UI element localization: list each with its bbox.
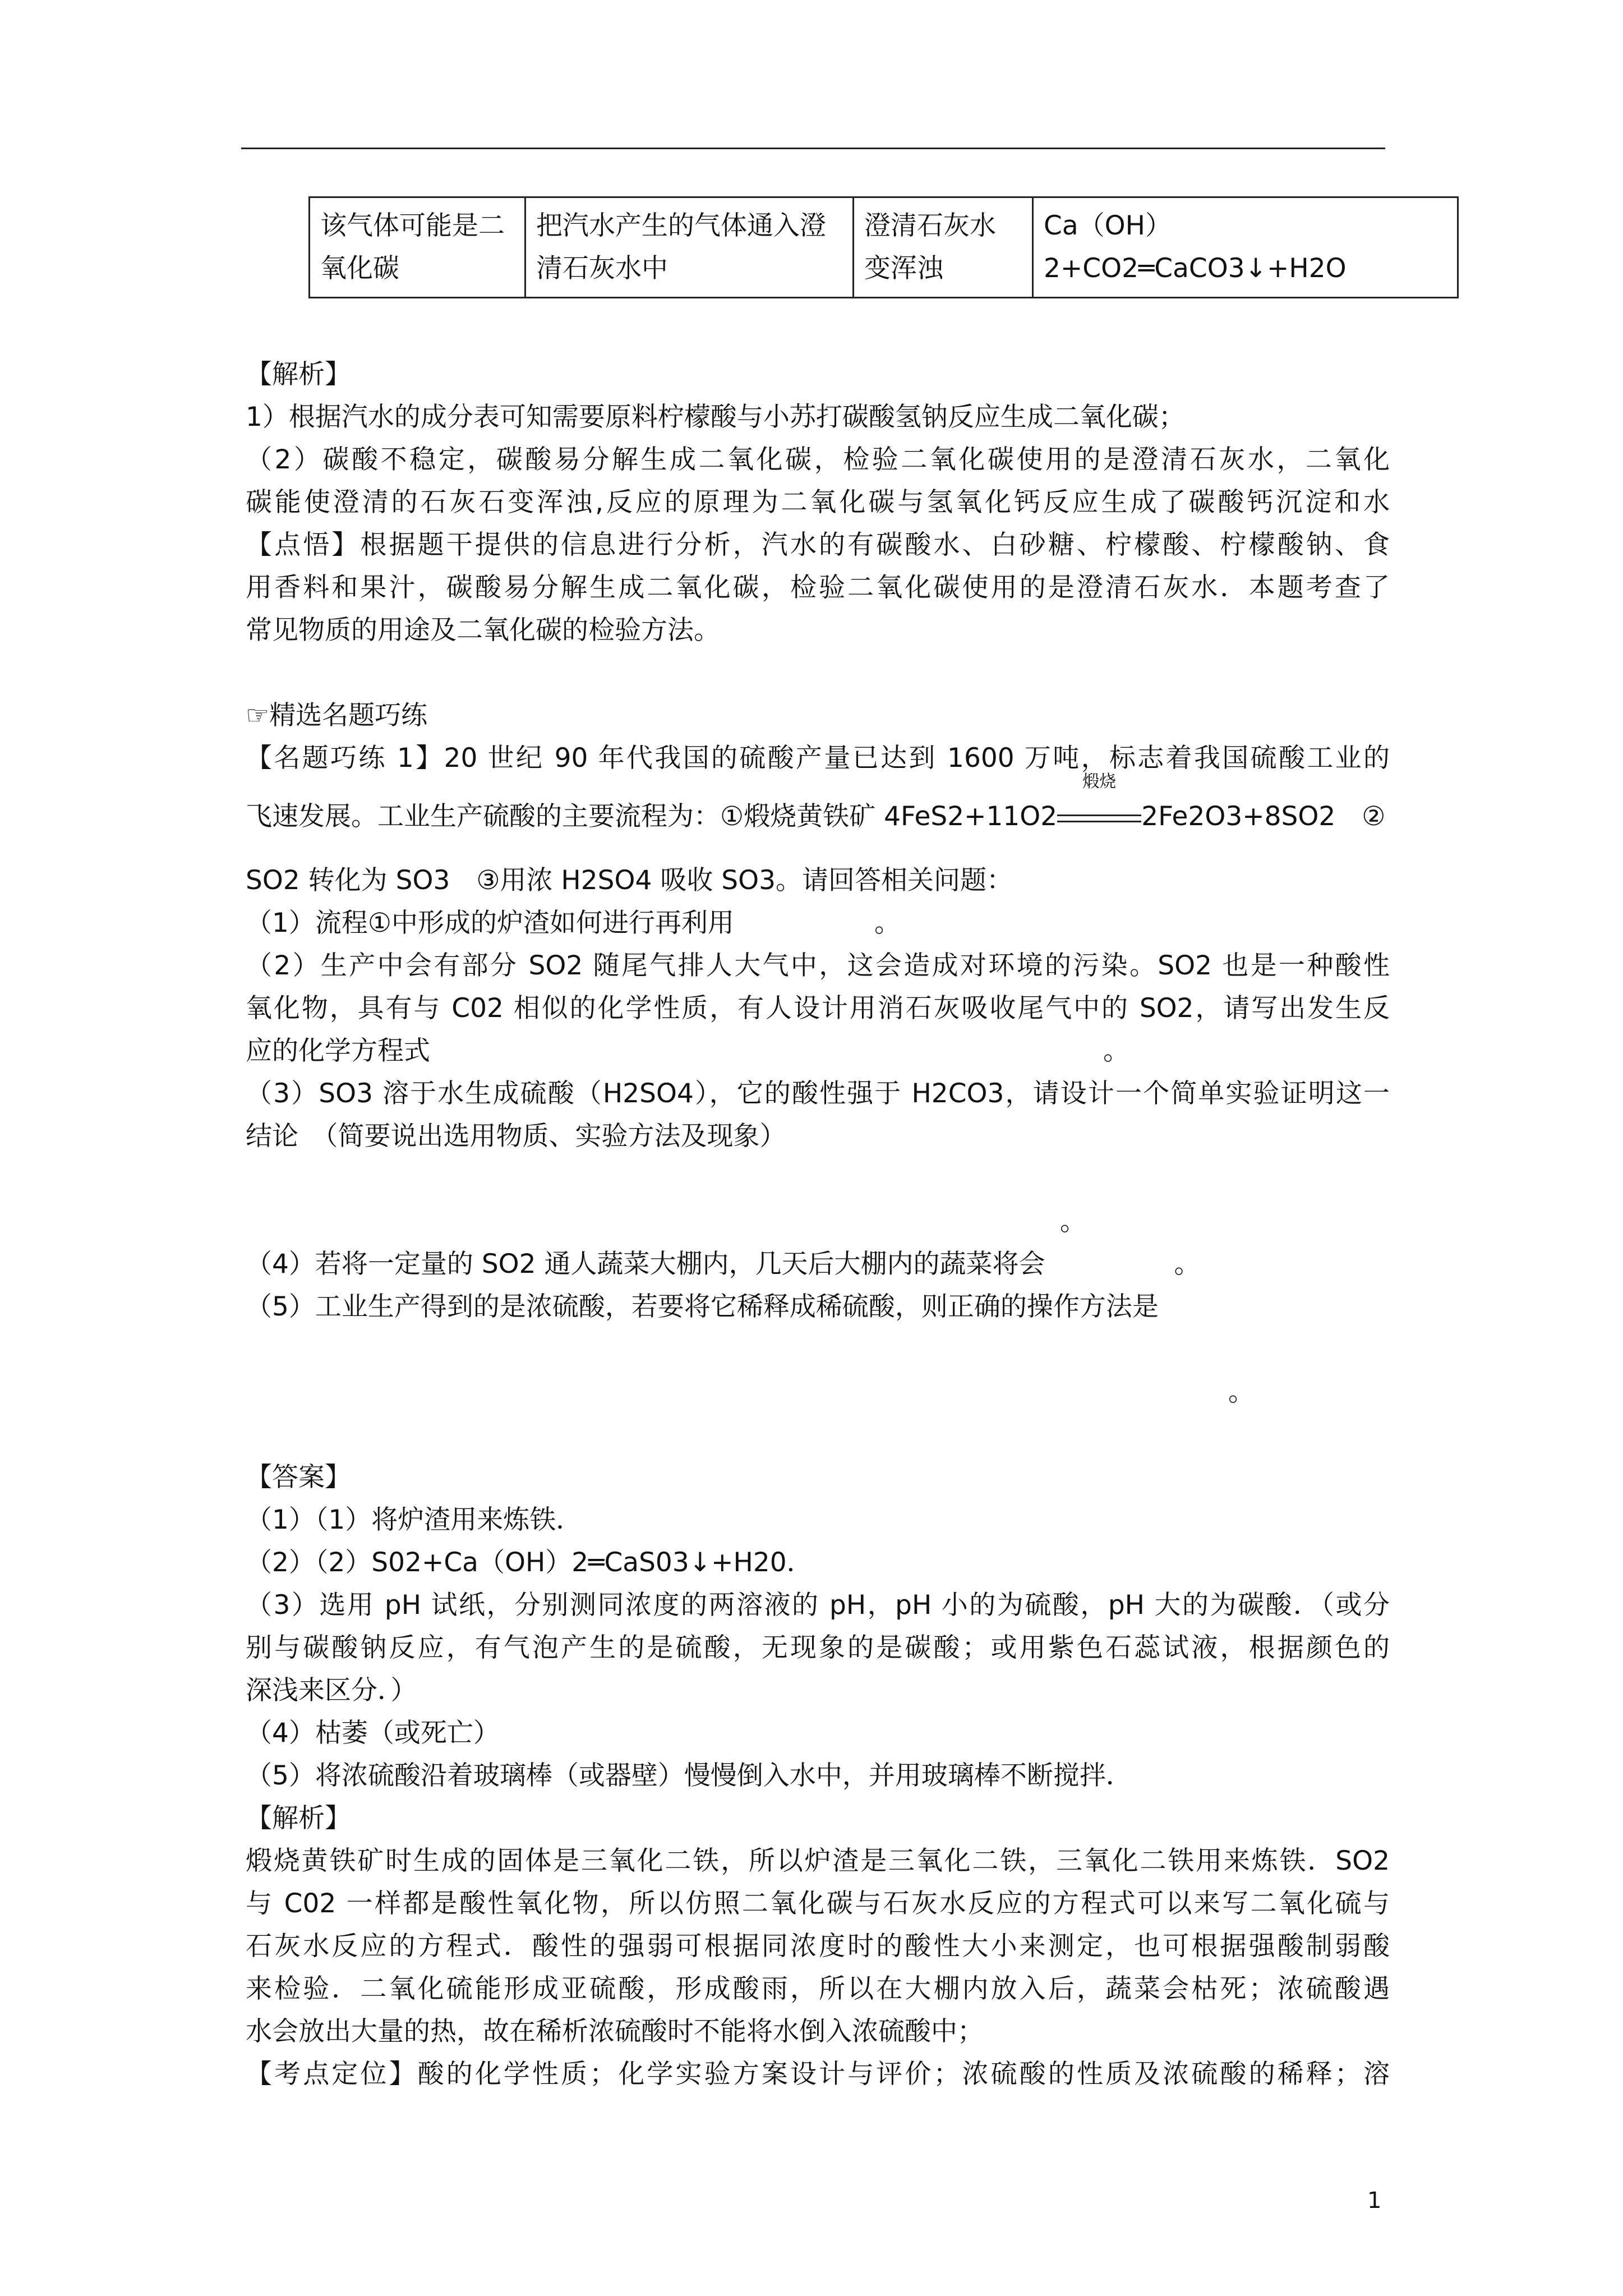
question-line: （1）流程①中形成的炉渣如何进行再利用 。: [246, 908, 901, 938]
question-text: 2Fe2O3+8SO2 ②: [1141, 801, 1386, 832]
question-line: 氧化物，具有与 C02 相似的化学性质，有人设计用消石灰吸收尾气中的 SO2，请写出发生反: [246, 993, 1390, 1024]
answer-line: 深浅来区分．）: [246, 1675, 417, 1706]
table-cell-method: 把汽水产生的气体通入澄清石灰水中: [525, 197, 854, 298]
answer-line: （1）（1）将炉渣用来炼铁．: [246, 1504, 583, 1535]
reaction-condition: [1057, 772, 1141, 838]
question-line: （3）SO3 溶于水生成硫酸（H2SO4），它的酸性强于 H2CO3，请设计一个简单实验证明这一: [246, 1078, 1390, 1109]
page-number: 1: [1367, 2188, 1382, 2214]
table-cell-phenomenon: 澄清石灰水变浑浊: [854, 197, 1033, 298]
analysis-line: 1）根据汽水的成分表可知需要原料柠檬酸与小苏打碳酸氢钠反应生成二氧化碳；: [246, 402, 1185, 432]
question-line: SO2 转化为 SO3 ③用浓 H2SO4 吸收 SO3。请回答相关问题：: [246, 865, 1013, 896]
condition-label: 煅烧: [1082, 772, 1117, 792]
key-point-line: 【考点定位】酸的化学性质；化学实验方案设计与评价；浓硫酸的性质及浓硫酸的稀释；溶: [246, 2059, 1390, 2090]
question-line: [246, 772, 1390, 838]
question-text: 应的化学方程式: [246, 1036, 430, 1066]
question-line: 应的化学方程式 。: [246, 1036, 1129, 1066]
analysis-line: 石灰水反应的方程式．酸性的强弱可根据同浓度时的酸性大小来测定，也可根据强酸制弱酸: [246, 1931, 1390, 1962]
analysis-heading: 【解析】: [246, 1803, 351, 1834]
table-row: [310, 197, 1458, 298]
question-text: （4）若将一定量的 SO2 通人蔬菜大棚内，几天后大棚内的蔬菜将会: [246, 1249, 1045, 1280]
answer-line: （5）将浓硫酸沿着玻璃棒（或器壁）慢慢倒入水中，并用玻璃棒不断搅拌．: [246, 1760, 1132, 1791]
question-line: （5）工业生产得到的是浓硫酸，若要将它稀释成稀硫酸，则正确的操作方法是: [246, 1291, 1159, 1322]
analysis-line: 来检验．二氧化硫能形成亚硫酸，形成酸雨，所以在大棚内放入后，蔬菜会枯死；浓硫酸遇: [246, 1973, 1390, 2004]
answer-line: （4）枯萎（或死亡）: [246, 1718, 500, 1749]
analysis-line: 碳能使澄清的石灰石变浑浊,反应的原理为二氧化碳与氢氧化钙反应生成了碳酸钙沉淀和水: [246, 487, 1390, 518]
question-line: （2）生产中会有部分 SO2 随尾气排人大气中，这会造成对环境的污染。SO2 也是一种酸性: [246, 950, 1390, 981]
table-cell-hypothesis: 该气体可能是二氧化碳: [310, 197, 525, 298]
analysis-heading: 【解析】: [246, 359, 351, 390]
analysis-line: 与 C02 一样都是酸性氧化物，所以仿照二氧化碳与石灰水反应的方程式可以来写二氧化硫与: [246, 1888, 1390, 1919]
insight-line: 常见物质的用途及二氧化碳的检验方法。: [246, 615, 720, 646]
answer-blank-end[interactable]: 。: [1060, 1206, 1086, 1237]
question-line: （4）若将一定量的 SO2 通人蔬菜大棚内，几天后大棚内的蔬菜将会 。: [246, 1249, 1201, 1280]
question-text: （1）流程①中形成的炉渣如何进行再利用: [246, 908, 735, 938]
question-text: 飞速发展。工业生产硫酸的主要流程为：①煅烧黄铁矿 4FeS2+11O2: [246, 801, 1058, 832]
practice-heading: ☞精选名题巧练: [246, 700, 428, 731]
answer-line: （3）选用 pH 试纸，分别测同浓度的两溶液的 pH，pH 小的为硫酸，pH 大的为碳酸．（或分: [246, 1590, 1390, 1621]
analysis-line: 水会放出大量的热，故在稀析浓硫酸时不能将水倒入浓硫酸中；: [246, 2016, 984, 2047]
analysis-line: （2）碳酸不稳定，碳酸易分解生成二氧化碳，检验二氧化碳使用的是澄清石灰水，二氧化: [246, 444, 1390, 475]
header-rule: [241, 148, 1385, 149]
insight-line: 【点悟】根据题干提供的信息进行分析，汽水的有碳酸水、白砂糖、柠檬酸、柠檬酸钠、食: [246, 530, 1390, 560]
insight-line: 用香料和果汁，碳酸易分解生成二氧化碳，检验二氧化碳使用的是澄清石灰水．本题考查了: [246, 572, 1390, 603]
table-cell-equation: Ca（OH）2+CO2═CaCO3↓+H2O: [1033, 197, 1458, 298]
answer-blank-end[interactable]: 。: [1228, 1377, 1255, 1407]
equals-sign: [1057, 815, 1141, 822]
answer-heading: 【答案】: [246, 1462, 351, 1493]
experiment-table: [308, 196, 1459, 298]
question-line: 结论 （简要说出选用物质、实验方法及现象）: [246, 1121, 786, 1152]
question-line: 【名题巧练 1】20 世纪 90 年代我国的硫酸产量已达到 1600 万吨，标志着我国硫酸工业的: [246, 743, 1390, 774]
answer-line: 别与碳酸钠反应，有气泡产生的是硫酸，无现象的是碳酸；或用紫色石蕊试液，根据颜色的: [246, 1632, 1390, 1663]
analysis-line: 煅烧黄铁矿时生成的固体是三氧化二铁，所以炉渣是三氧化二铁，三氧化二铁用来炼铁．SO2: [246, 1846, 1390, 1876]
answer-line: （2）（2）S02+Ca（OH）2═CaS03↓+H20．: [246, 1547, 813, 1578]
